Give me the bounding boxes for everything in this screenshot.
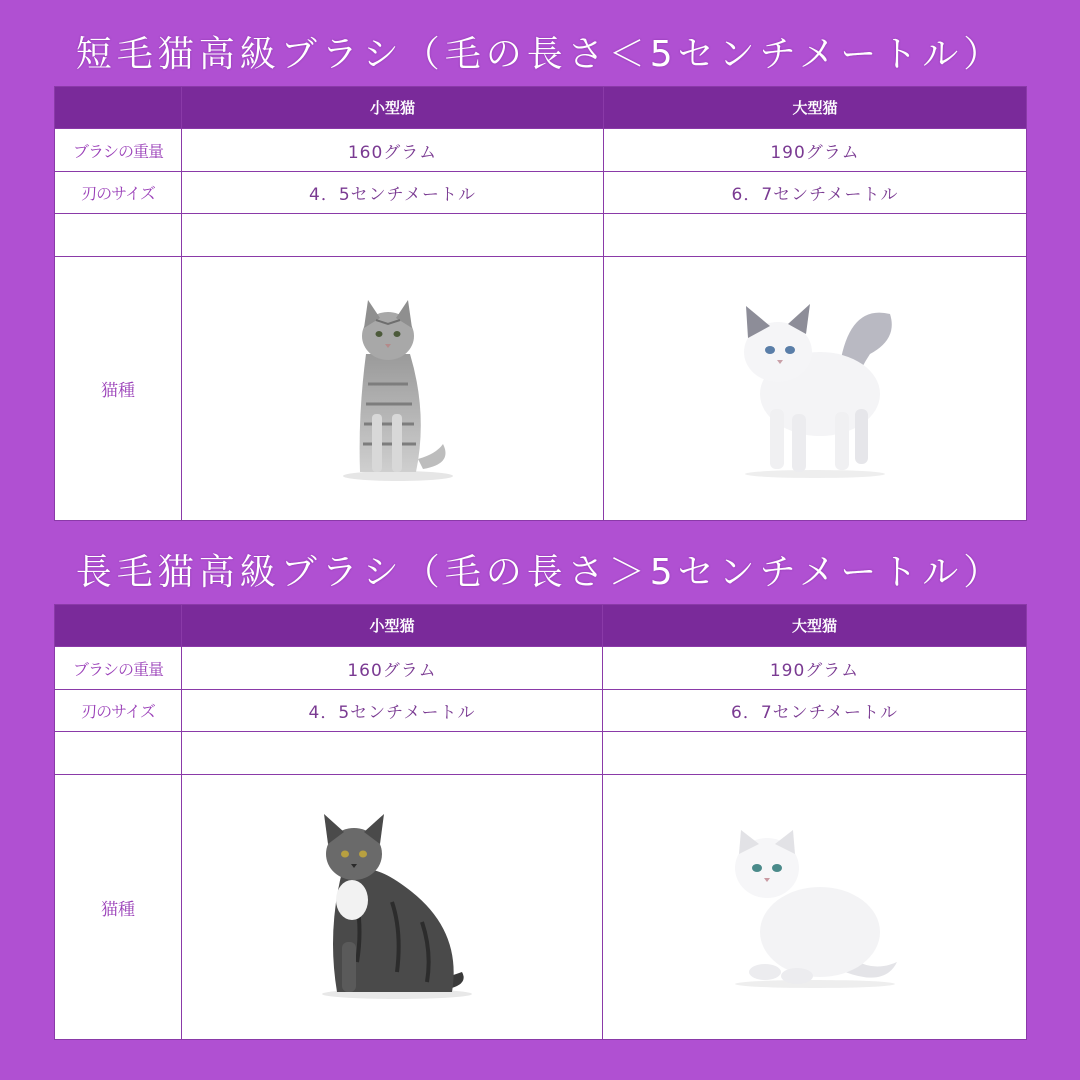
blade-small-cat: 4．5センチメートル <box>182 690 603 732</box>
weight-large-cat: 190グラム <box>603 647 1027 690</box>
empty-cell <box>182 732 603 775</box>
white-persian-cat-image <box>725 822 905 992</box>
cat-photo-cell <box>182 775 603 1040</box>
blade-large-cat: 6．7センチメートル <box>603 690 1027 732</box>
long-hair-spec-table <box>54 604 1027 1040</box>
empty-cell <box>55 214 182 257</box>
row-label-brush-weight: ブラシの重量 <box>55 129 182 172</box>
short-hair-title: 短毛猫高級ブラシ（毛の長さ＜5センチメートル） <box>75 34 1005 75</box>
weight-small-cat: 160グラム <box>182 129 604 172</box>
short-hair-spec-table <box>54 86 1027 521</box>
cat-photo-cell <box>603 775 1027 1040</box>
row-label-blade-size: 刃のサイズ <box>55 172 182 214</box>
sitting-tabby-cat-image <box>328 294 458 484</box>
empty-cell <box>182 214 604 257</box>
empty-cell <box>603 732 1027 775</box>
corner-header-cell <box>55 605 182 647</box>
long-hair-title: 長毛猫高級ブラシ（毛の長さ＞5センチメートル） <box>75 552 1005 593</box>
column-header-large-cat: 大型猫 <box>603 605 1027 647</box>
corner-header-cell <box>55 87 182 129</box>
row-label-cat-breed: 猫種 <box>55 257 182 521</box>
blade-large-cat: 6．7センチメートル <box>604 172 1027 214</box>
row-label-brush-weight: ブラシの重量 <box>55 647 182 690</box>
empty-cell <box>604 214 1027 257</box>
weight-small-cat: 160グラム <box>182 647 603 690</box>
cat-photo-cell <box>604 257 1027 521</box>
column-header-large-cat: 大型猫 <box>604 87 1027 129</box>
column-header-small-cat: 小型猫 <box>182 87 604 129</box>
cat-photo-cell <box>182 257 604 521</box>
empty-cell <box>55 732 182 775</box>
standing-ragdoll-cat-image <box>730 294 900 484</box>
sitting-maine-coon-cat-image <box>302 812 482 1002</box>
weight-large-cat: 190グラム <box>604 129 1027 172</box>
blade-small-cat: 4．5センチメートル <box>182 172 604 214</box>
column-header-small-cat: 小型猫 <box>182 605 603 647</box>
row-label-blade-size: 刃のサイズ <box>55 690 182 732</box>
row-label-cat-breed: 猫種 <box>55 775 182 1040</box>
